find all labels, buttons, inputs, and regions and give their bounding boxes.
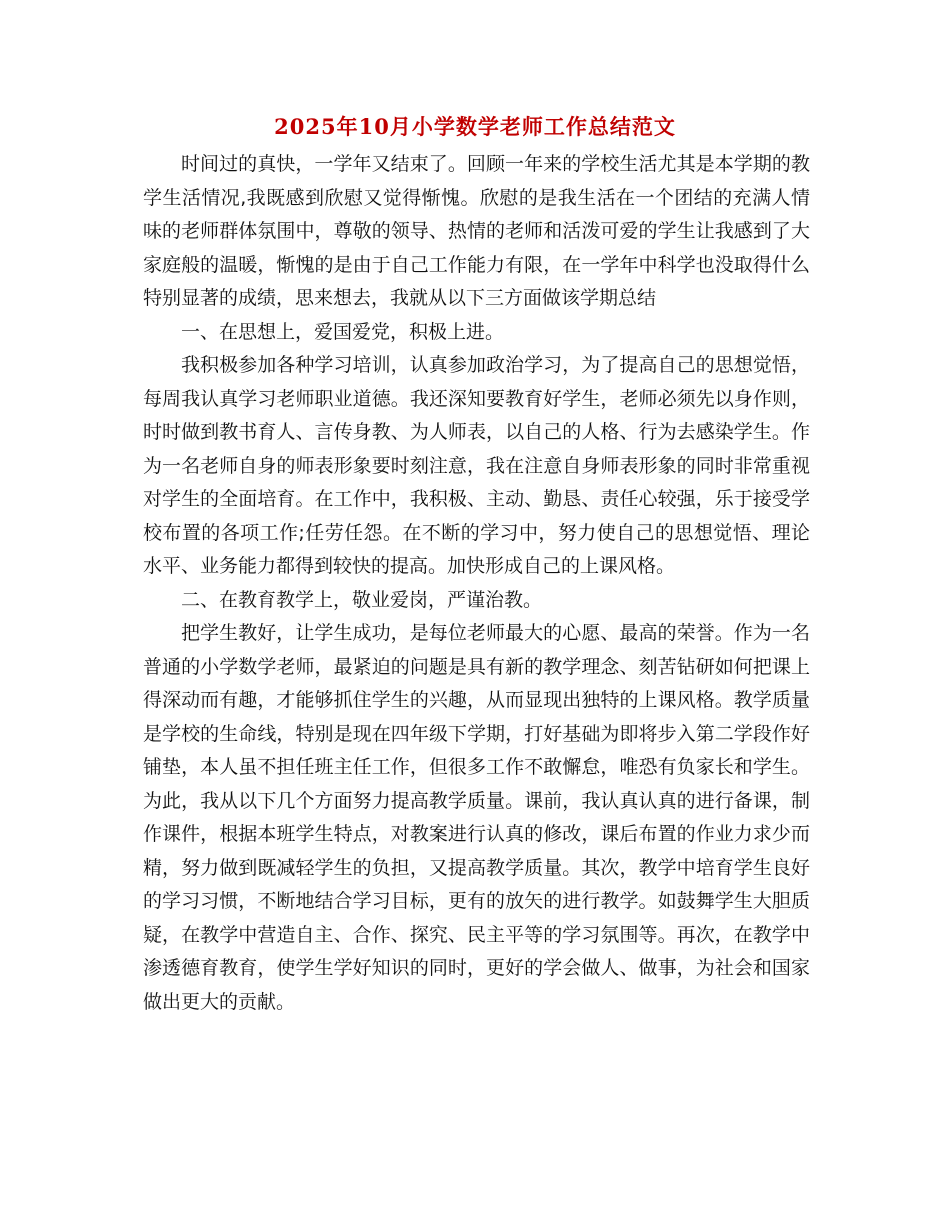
paragraph-section-1: 我积极参加各种学习培训，认真参加政治学习，为了提高自己的思想觉悟，每周我认真学习老师职业道德。我还深知要教育好学生，老师必须先以身作则，时时做到教书育人、言传身教、为人师表，以自己的人格、行为去感染学生。作为一名老师自身的师表形象要时刻注意，我在注意自身师表形象的同时非常重视对学生的全面培育。在工作中，我积极、主动、勤恳、责任心较强，乐于接受学校布置的各项工作;任劳任怨。在不断的学习中，努力使自己的思想觉悟、理论水平、业务能力都得到较快的提高。加快形成自己的上课风格。 <box>143 354 810 577</box>
document-title: 2025年10月小学数学老师工作总结范文 <box>274 114 676 139</box>
paragraph-section-2: 把学生教好，让学生成功，是每位老师最大的心愿、最高的荣誉。作为一名普通的小学数学老师，最紧迫的问题是具有新的教学理念、刻苦钻研如何把课上得深动而有趣，才能够抓住学生的兴趣，从而显现出独特的上课风格。教学质量是学校的生命线，特别是现在四年级下学期，打好基础为即将步入第二学段作好铺垫，本人虽不担任班主任工作，但很多工作不敢懈怠，唯恐有负家长和学生。为此，我从以下几个方面努力提高教学质量。课前，我认真认真的进行备课，制作课件，根据本班学生特点，对教案进行认真的修改，课后布置的作业力求少而精，努力做到既减轻学生的负担，又提高教学质量。其次，教学中培育学生良好的学习习惯，不断地结合学习目标，更有的放矢的进行教学。如鼓舞学生大胆质疑，在教学中营造自主、合作、探究、民主平等的学习氛围等。再次，在教学中渗透德育教育，使学生学好知识的同时，更好的学会做人、做事，为社会和国家做出更大的贡献。 <box>143 622 810 1013</box>
section-heading-2: 二、在教育教学上，敬业爱岗，严谨治教。 <box>181 588 543 611</box>
paragraph-intro: 时间过的真快，一学年又结束了。回顾一年来的学校生活尤其是本学期的教学生活情况,我既感到欣慰又觉得惭愧。欣慰的是我生活在一个团结的充满人情味的老师群体氛围中，尊敬的领导、热情的老师和活泼可爱的学生让我感到了大家庭般的温暖，惭愧的是由于自己工作能力有限，在一学年中科学也没取得什么特别显著的成绩，思来想去，我就从以下三方面做该学期总结 <box>143 153 810 309</box>
section-heading-1: 一、在思想上，爱国爱党，积极上进。 <box>181 320 505 343</box>
document-body <box>143 148 810 1019</box>
